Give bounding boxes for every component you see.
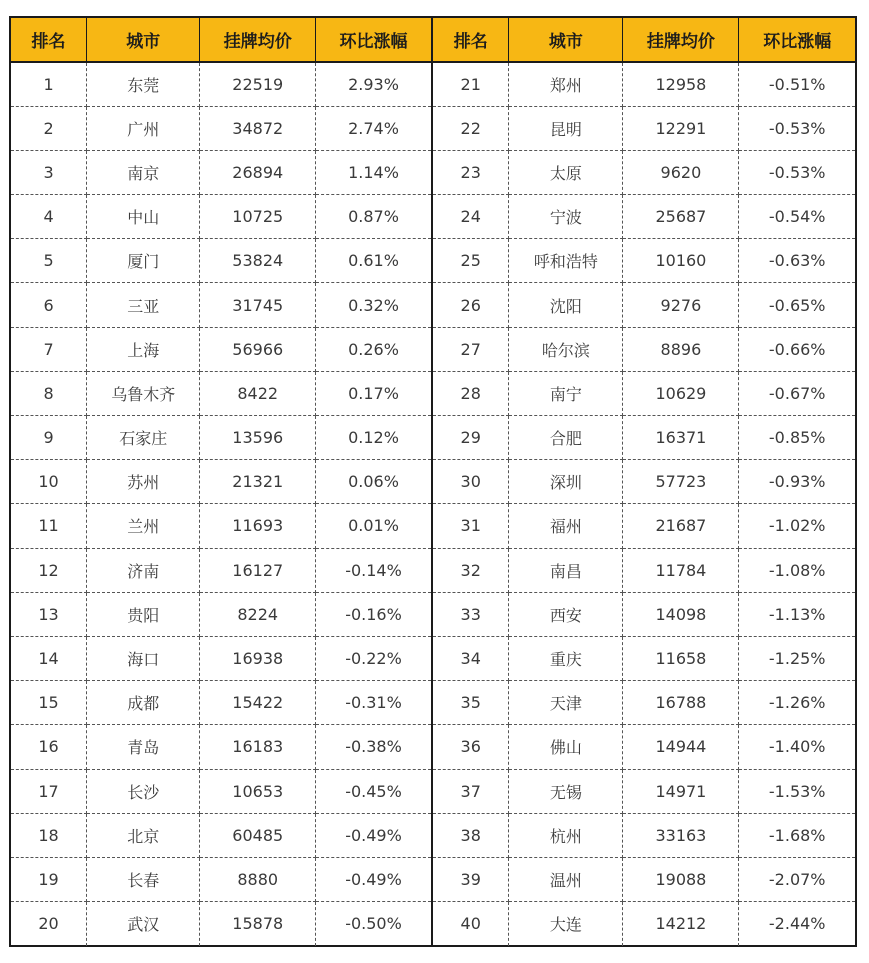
cell-price: 10629 <box>623 371 739 415</box>
cell-city: 成都 <box>87 681 200 725</box>
table-row <box>11 769 431 813</box>
table-row <box>433 504 855 548</box>
table-row <box>11 813 431 857</box>
cell-rank: 3 <box>11 150 87 194</box>
cell-change: 0.12% <box>315 416 431 460</box>
table-row <box>11 681 431 725</box>
cell-change: -0.65% <box>739 283 855 327</box>
cell-change: -0.93% <box>739 460 855 504</box>
table-left-half <box>11 18 433 945</box>
table-right-half <box>433 18 855 945</box>
cell-city: 上海 <box>87 327 200 371</box>
cell-change: -1.26% <box>739 681 855 725</box>
table-row <box>11 106 431 150</box>
cell-change: -0.53% <box>739 106 855 150</box>
cell-change: -0.31% <box>315 681 431 725</box>
cell-city: 南宁 <box>509 371 623 415</box>
header-city: 城市 <box>509 18 623 62</box>
table-row <box>11 416 431 460</box>
cell-city: 佛山 <box>509 725 623 769</box>
cell-rank: 4 <box>11 195 87 239</box>
table-row <box>433 857 855 901</box>
cell-city: 北京 <box>87 813 200 857</box>
ranking-table-frame <box>9 16 857 947</box>
cell-price: 16938 <box>200 636 316 680</box>
table-row <box>433 592 855 636</box>
cell-price: 56966 <box>200 327 316 371</box>
cell-rank: 12 <box>11 548 87 592</box>
cell-city: 福州 <box>509 504 623 548</box>
cell-city: 温州 <box>509 857 623 901</box>
cell-city: 沈阳 <box>509 283 623 327</box>
cell-price: 21321 <box>200 460 316 504</box>
cell-rank: 2 <box>11 106 87 150</box>
cell-city: 中山 <box>87 195 200 239</box>
header-rank: 排名 <box>11 18 87 62</box>
header-row <box>11 18 431 62</box>
cell-change: 0.17% <box>315 371 431 415</box>
cell-rank: 36 <box>433 725 509 769</box>
cell-price: 8880 <box>200 857 316 901</box>
cell-rank: 6 <box>11 283 87 327</box>
header-city: 城市 <box>87 18 200 62</box>
cell-city: 西安 <box>509 592 623 636</box>
cell-city: 苏州 <box>87 460 200 504</box>
table-row <box>11 62 431 106</box>
cell-rank: 7 <box>11 327 87 371</box>
cell-rank: 19 <box>11 857 87 901</box>
table-row <box>433 460 855 504</box>
header-price: 挂牌均价 <box>200 18 316 62</box>
cell-rank: 16 <box>11 725 87 769</box>
cell-city: 海口 <box>87 636 200 680</box>
cell-change: -1.25% <box>739 636 855 680</box>
table-row <box>11 327 431 371</box>
cell-city: 厦门 <box>87 239 200 283</box>
cell-price: 11658 <box>623 636 739 680</box>
cell-rank: 10 <box>11 460 87 504</box>
cell-rank: 20 <box>11 902 87 946</box>
cell-rank: 33 <box>433 592 509 636</box>
table-row <box>433 813 855 857</box>
cell-price: 53824 <box>200 239 316 283</box>
table-row <box>11 636 431 680</box>
cell-rank: 14 <box>11 636 87 680</box>
cell-city: 昆明 <box>509 106 623 150</box>
ranking-table-left <box>11 18 431 946</box>
cell-price: 10725 <box>200 195 316 239</box>
cell-rank: 15 <box>11 681 87 725</box>
table-row <box>433 371 855 415</box>
cell-change: -1.40% <box>739 725 855 769</box>
cell-price: 11784 <box>623 548 739 592</box>
cell-price: 14971 <box>623 769 739 813</box>
header-change: 环比涨幅 <box>739 18 855 62</box>
table-row <box>11 239 431 283</box>
cell-price: 8224 <box>200 592 316 636</box>
table-row <box>433 416 855 460</box>
header-row <box>433 18 855 62</box>
cell-change: -0.66% <box>739 327 855 371</box>
cell-change: 0.61% <box>315 239 431 283</box>
cell-change: 2.93% <box>315 62 431 106</box>
cell-city: 天津 <box>509 681 623 725</box>
cell-price: 21687 <box>623 504 739 548</box>
cell-change: -0.85% <box>739 416 855 460</box>
cell-change: 0.87% <box>315 195 431 239</box>
table-body-left <box>11 62 431 946</box>
cell-change: 0.01% <box>315 504 431 548</box>
table-row <box>433 548 855 592</box>
cell-rank: 32 <box>433 548 509 592</box>
table-row <box>11 460 431 504</box>
cell-change: -0.63% <box>739 239 855 283</box>
cell-rank: 25 <box>433 239 509 283</box>
table-row <box>433 195 855 239</box>
cell-rank: 28 <box>433 371 509 415</box>
cell-change: -0.22% <box>315 636 431 680</box>
cell-city: 济南 <box>87 548 200 592</box>
cell-rank: 5 <box>11 239 87 283</box>
cell-city: 无锡 <box>509 769 623 813</box>
cell-change: -2.44% <box>768 914 826 934</box>
cell-rank: 13 <box>11 592 87 636</box>
cell-rank: 22 <box>433 106 509 150</box>
cell-price: 22519 <box>200 62 316 106</box>
cell-price: 10653 <box>200 769 316 813</box>
cell-change: -0.54% <box>739 195 855 239</box>
cell-change: -0.45% <box>315 769 431 813</box>
table-row <box>433 327 855 371</box>
cell-price: 8896 <box>623 327 739 371</box>
cell-change: -0.49% <box>315 813 431 857</box>
cell-price: 9620 <box>623 150 739 194</box>
table-body-right <box>433 62 855 946</box>
cell-price: 14098 <box>623 592 739 636</box>
cell-change: 0.32% <box>315 283 431 327</box>
cell-city: 兰州 <box>87 504 200 548</box>
cell-price: 16371 <box>623 416 739 460</box>
table-row <box>11 283 431 327</box>
cell-city: 哈尔滨 <box>509 327 623 371</box>
cell-city: 长春 <box>87 857 200 901</box>
cell-city: 郑州 <box>509 62 623 106</box>
cell-price: 12958 <box>623 62 739 106</box>
header-price: 挂牌均价 <box>623 18 739 62</box>
cell-city: 重庆 <box>509 636 623 680</box>
cell-change: -1.02% <box>739 504 855 548</box>
cell-rank: 30 <box>433 460 509 504</box>
cell-city: 东莞 <box>87 62 200 106</box>
cell-price: 60485 <box>200 813 316 857</box>
cell-change: -0.38% <box>315 725 431 769</box>
cell-rank: 9 <box>11 416 87 460</box>
cell-city: 南昌 <box>509 548 623 592</box>
cell-rank: 40 <box>433 902 509 946</box>
cell-price: 12291 <box>623 106 739 150</box>
cell-change: -0.67% <box>739 371 855 415</box>
cell-change: -1.68% <box>739 813 855 857</box>
cell-rank: 11 <box>11 504 87 548</box>
cell-change: 1.14% <box>315 150 431 194</box>
cell-city: 青岛 <box>87 725 200 769</box>
table-row <box>433 106 855 150</box>
cell-price: 33163 <box>623 813 739 857</box>
table-row <box>11 371 431 415</box>
cell-price: 11693 <box>200 504 316 548</box>
cell-change: -1.13% <box>739 592 855 636</box>
cell-rank: 17 <box>11 769 87 813</box>
cell-city: 乌鲁木齐 <box>87 371 200 415</box>
cell-city: 广州 <box>87 106 200 150</box>
table-row <box>11 725 431 769</box>
cell-city: 三亚 <box>87 283 200 327</box>
cell-city: 宁波 <box>509 195 623 239</box>
table-row <box>433 239 855 283</box>
cell-city: 大连 <box>509 902 623 946</box>
table-row <box>11 592 431 636</box>
cell-change: -1.53% <box>739 769 855 813</box>
cell-change: 2.74% <box>315 106 431 150</box>
cell-city: 贵阳 <box>87 592 200 636</box>
cell-price: 19088 <box>623 857 739 901</box>
cell-price: 26894 <box>200 150 316 194</box>
cell-change: -0.50% <box>345 914 402 934</box>
cell-rank: 34 <box>433 636 509 680</box>
table-row <box>11 548 431 592</box>
header-rank: 排名 <box>433 18 509 62</box>
cell-price: 31745 <box>200 283 316 327</box>
cell-price: 13596 <box>200 416 316 460</box>
cell-rank: 24 <box>433 195 509 239</box>
ranking-table-right <box>433 18 855 946</box>
cell-rank: 23 <box>433 150 509 194</box>
table-row <box>433 62 855 106</box>
table-row <box>433 283 855 327</box>
cell-change: -0.14% <box>315 548 431 592</box>
table-row <box>11 195 431 239</box>
cell-rank: 29 <box>433 416 509 460</box>
cell-rank: 35 <box>433 681 509 725</box>
cell-price: 25687 <box>623 195 739 239</box>
cell-city: 太原 <box>509 150 623 194</box>
cell-price: 14944 <box>623 725 739 769</box>
cell-price: 15422 <box>200 681 316 725</box>
cell-rank: 8 <box>11 371 87 415</box>
cell-price: 14212 <box>623 902 739 946</box>
cell-rank: 21 <box>433 62 509 106</box>
cell-price: 16788 <box>623 681 739 725</box>
cell-city: 深圳 <box>509 460 623 504</box>
cell-change: -0.49% <box>315 857 431 901</box>
cell-price: 10160 <box>623 239 739 283</box>
table-row <box>433 681 855 725</box>
cell-price: 8422 <box>200 371 316 415</box>
cell-change: -0.53% <box>739 150 855 194</box>
cell-rank: 39 <box>433 857 509 901</box>
cell-city: 石家庄 <box>87 416 200 460</box>
cell-rank: 38 <box>433 813 509 857</box>
cell-rank: 26 <box>433 283 509 327</box>
table-row <box>11 857 431 901</box>
cell-change: -0.16% <box>315 592 431 636</box>
cell-price: 16127 <box>200 548 316 592</box>
cell-price: 57723 <box>623 460 739 504</box>
cell-change: -1.08% <box>739 548 855 592</box>
cell-change: -2.07% <box>739 857 855 901</box>
cell-price: 15878 <box>200 902 316 946</box>
cell-city: 呼和浩特 <box>509 239 623 283</box>
cell-rank: 1 <box>11 62 87 106</box>
cell-change: -0.51% <box>739 62 855 106</box>
cell-price: 16183 <box>200 725 316 769</box>
cell-city: 长沙 <box>87 769 200 813</box>
cell-rank: 27 <box>433 327 509 371</box>
table-row <box>11 150 431 194</box>
table-row <box>433 725 855 769</box>
cell-change: 0.26% <box>315 327 431 371</box>
table-row <box>433 150 855 194</box>
cell-city: 武汉 <box>87 902 200 946</box>
cell-price: 34872 <box>200 106 316 150</box>
cell-city: 南京 <box>87 150 200 194</box>
table-row <box>11 902 431 946</box>
header-change: 环比涨幅 <box>315 18 431 62</box>
cell-rank: 31 <box>433 504 509 548</box>
cell-rank: 37 <box>433 769 509 813</box>
cell-city: 合肥 <box>509 416 623 460</box>
cell-change: 0.06% <box>315 460 431 504</box>
cell-price: 9276 <box>623 283 739 327</box>
table-row <box>433 636 855 680</box>
table-row <box>11 504 431 548</box>
table-row <box>433 769 855 813</box>
table-row <box>433 902 855 946</box>
cell-city: 杭州 <box>509 813 623 857</box>
cell-rank: 18 <box>11 813 87 857</box>
